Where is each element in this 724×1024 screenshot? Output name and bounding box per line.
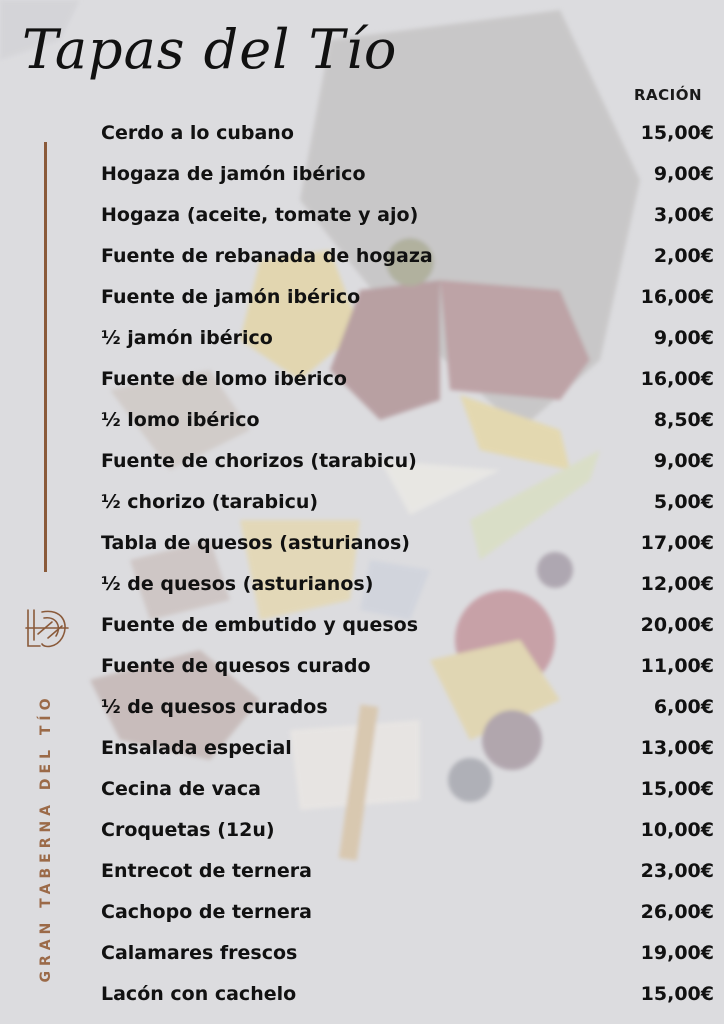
menu-item-price: 26,00€ [640, 901, 714, 923]
menu-item-price: 3,00€ [653, 204, 714, 226]
menu-item [0, 113, 724, 154]
menu-item-price: 13,00€ [640, 737, 714, 759]
menu-item-price: 9,00€ [653, 163, 714, 185]
page-title: Tapas del Tío [22, 18, 398, 81]
portion-column-header: RACIÓN [634, 86, 703, 104]
menu-item [0, 359, 724, 400]
menu-item-name: Cachopo de ternera [101, 901, 312, 923]
menu-item-price: 6,00€ [653, 696, 714, 718]
menu-item-name: Calamares frescos [101, 942, 298, 964]
menu-item [0, 646, 724, 687]
menu-item [0, 564, 724, 605]
menu-item-price: 15,00€ [640, 122, 714, 144]
menu-item-price: 11,00€ [640, 655, 714, 677]
menu-item [0, 154, 724, 195]
menu-item-name: Fuente de embutido y quesos [101, 614, 419, 636]
menu-item-name: Croquetas (12u) [101, 819, 275, 841]
menu-item [0, 523, 724, 564]
menu-item [0, 769, 724, 810]
menu-item-name: Fuente de lomo ibérico [101, 368, 347, 390]
menu-item-price: 16,00€ [640, 286, 714, 308]
menu-item [0, 851, 724, 892]
menu-item [0, 728, 724, 769]
menu-item [0, 441, 724, 482]
menu-item-price: 20,00€ [640, 614, 714, 636]
menu-item-name: ½ lomo ibérico [101, 409, 260, 431]
menu-item [0, 195, 724, 236]
menu-item [0, 482, 724, 523]
menu-item-price: 12,00€ [640, 573, 714, 595]
menu-item-price: 15,00€ [640, 983, 714, 1005]
menu-item-name: Fuente de rebanada de hogaza [101, 245, 433, 267]
menu-item-price: 2,00€ [653, 245, 714, 267]
menu-item-price: 5,00€ [653, 491, 714, 513]
menu-item-name: ½ chorizo (tarabicu) [101, 491, 319, 513]
menu-item-name: Fuente de quesos curado [101, 655, 371, 677]
menu-item [0, 605, 724, 646]
side-brand-label: GRAN TABERNA DEL TÍO [38, 693, 54, 983]
menu-item-name: Hogaza (aceite, tomate y ajo) [101, 204, 419, 226]
menu-item-price: 8,50€ [653, 409, 714, 431]
menu-item-price: 19,00€ [640, 942, 714, 964]
menu-item-name: Cecina de vaca [101, 778, 261, 800]
menu-list [0, 113, 724, 1015]
menu-item-price: 9,00€ [653, 450, 714, 472]
menu-item-price: 9,00€ [653, 327, 714, 349]
menu-item-name: Fuente de chorizos (tarabicu) [101, 450, 417, 472]
menu-item-price: 15,00€ [640, 778, 714, 800]
menu-item-name: Lacón con cachelo [101, 983, 297, 1005]
menu-item-price: 10,00€ [640, 819, 714, 841]
menu-item-name: Hogaza de jamón ibérico [101, 163, 366, 185]
menu-item [0, 687, 724, 728]
menu-item-price: 17,00€ [640, 532, 714, 554]
menu-item-name: ½ de quesos (asturianos) [101, 573, 374, 595]
menu-item [0, 400, 724, 441]
menu-item-name: Ensalada especial [101, 737, 292, 759]
menu-item [0, 318, 724, 359]
menu-item [0, 933, 724, 974]
menu-item [0, 810, 724, 851]
menu-item-name: ½ de quesos curados [101, 696, 328, 718]
menu-item-price: 16,00€ [640, 368, 714, 390]
menu-item-name: Cerdo a lo cubano [101, 122, 294, 144]
menu-item-name: Tabla de quesos (asturianos) [101, 532, 410, 554]
menu-item [0, 892, 724, 933]
menu-item-name: Entrecot de ternera [101, 860, 312, 882]
menu-item-name: ½ jamón ibérico [101, 327, 273, 349]
menu-item [0, 974, 724, 1015]
menu-item [0, 277, 724, 318]
menu-item-price: 23,00€ [640, 860, 714, 882]
menu-item-name: Fuente de jamón ibérico [101, 286, 361, 308]
menu-item [0, 236, 724, 277]
